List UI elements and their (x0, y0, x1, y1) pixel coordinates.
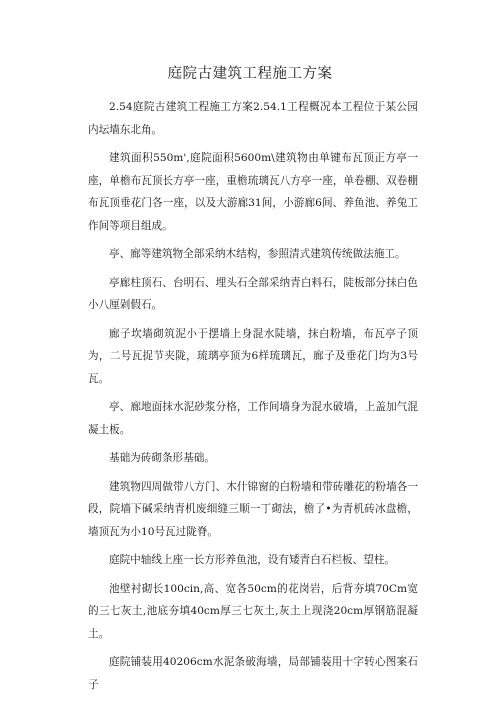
paragraph-building-area: 建筑面积550m',庭院面积5600m\建筑物由单键布瓦顶正方亭一座，单檐布瓦顶长方亭一座，重檐琉璃瓦八方亭一座，单卷棚、双卷棚布瓦顶垂花门各一座，以及大游廊31间，小游廊6间、养鱼池、养兔工作间等项目组成。 (88, 152, 418, 232)
paragraph-enclosure-walls: 建筑物四周做带八方门、木什锦窗的白粉墙和带砖雕花的粉墙各一段，院墙下碱采纳青机废细缝三顺一丁砌法，檐了•为青机砖冰盘檐，墙顶瓦为小10号瓦过陇脊。 (88, 480, 418, 538)
document-body (88, 96, 418, 702)
paragraph-stone-materials: 亭廊柱顶石、台明石、埋头石全部采纳青白料石，陡板部分抹白色小八厘剁假石。 (88, 276, 418, 311)
document-title: 庭院古建筑工程施工方案 (167, 66, 333, 82)
paragraph-wood-structure: 亭、廊等建筑物全部采纳木结构，参照清式建筑传统做法施工。 (109, 248, 406, 260)
paragraph-project-overview: 2.54庭院古建筑工程施工方案2.54.1工程概况本工程位于某公园内坛墙东北角。 (88, 101, 418, 136)
paragraph-pond-wall: 池壁衬砌长100cin,高、宽各50cm的花岗岩，后背夯填70Cm宽的三七灰土,池底夯填40cm厚三七灰土,灰土上现浇20cm厚钢筋混凝土。 (88, 582, 418, 640)
paragraph-wall-and-roof: 廊子坎墙砌筑泥小于摆墙上身混水陡墙，抹白粉墙，布瓦亭子顶为，二号瓦捉节夹陇，琉璃亭顶为6样琉璃瓦，廊子及垂花门均为3号瓦。 (88, 327, 418, 385)
paragraph-floor: 亭、廊地面抹水泥砂浆分格，工作间墙身为混水破墙，上盖加气混凝土板。 (88, 401, 418, 436)
paragraph-fish-pond: 庭院中轴线上座一长方形养鱼池，设有矮青白石栏板、望柱。 (109, 554, 396, 566)
paragraph-foundation: 基础为砖砌条形基础。 (109, 452, 215, 464)
paragraph-paving: 庭院铺装用40206cm水泥条破海墙，局部铺装用十字转心图案石子 (88, 656, 418, 691)
